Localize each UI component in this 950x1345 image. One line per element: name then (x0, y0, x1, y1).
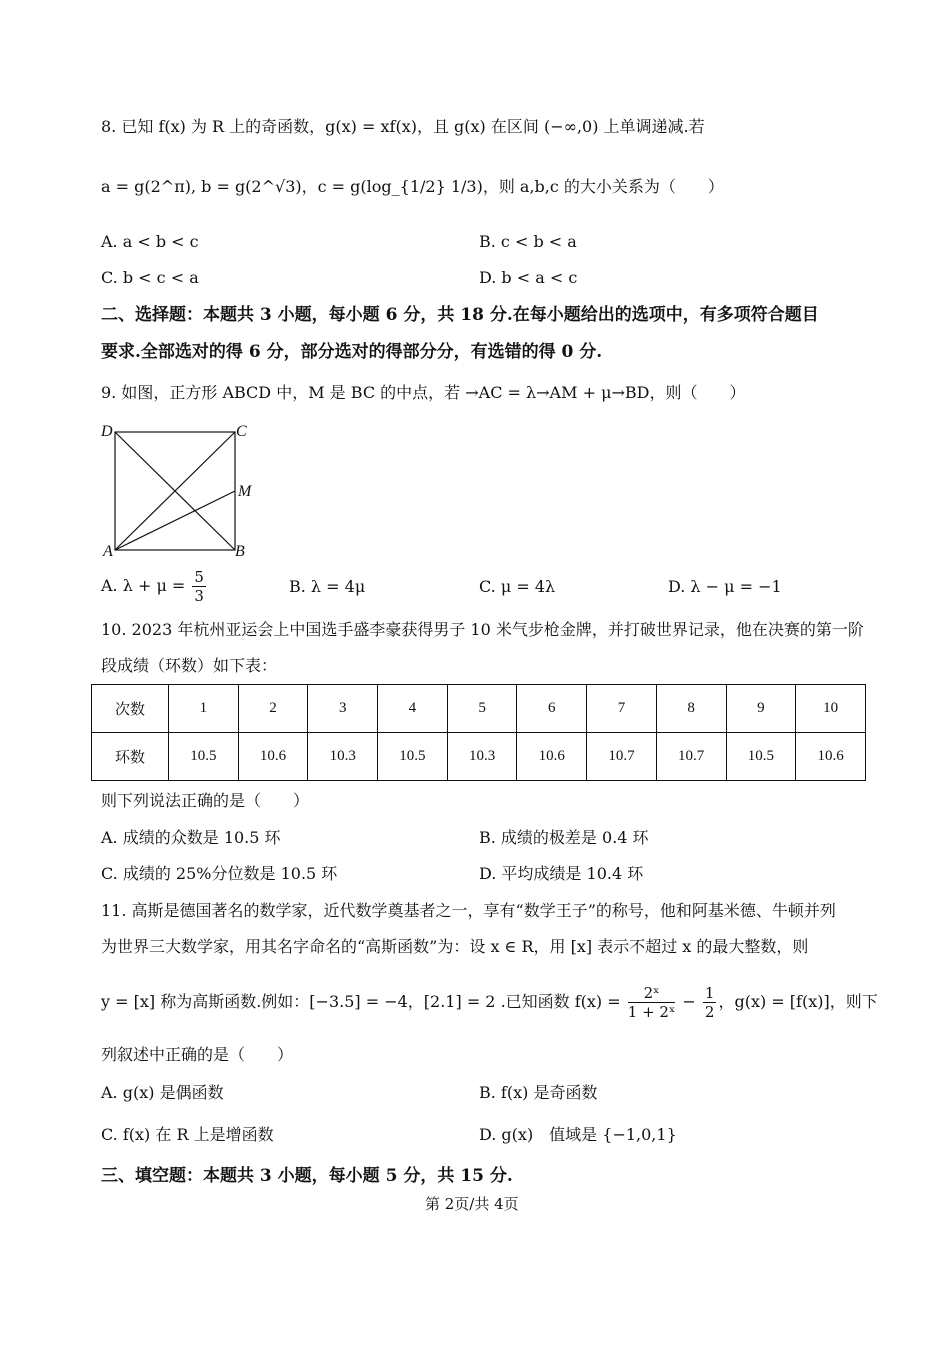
q8-stem-line2: a = g(2^π), b = g(2^√3)，c = g(log_{1/2} 1/3)，则 a,b,c 的大小关系为（ ） (101, 177, 724, 196)
table-cell: 6 (517, 685, 587, 733)
section3-heading: 三、填空题：本题共 3 小题，每小题 5 分，共 15 分. (101, 1166, 513, 1186)
q11-stem-line4: 列叙述中正确的是（ ） (101, 1045, 294, 1064)
q11-frac2-numerator: 1 (704, 984, 715, 1002)
table-cell: 10.7 (656, 733, 726, 781)
score-table (91, 684, 866, 781)
section2-heading-line2: 要求.全部选对的得 6 分，部分选对的得部分分，有选错的得 0 分. (101, 342, 603, 362)
table-cell: 10.6 (517, 733, 587, 781)
q11-line3-part-a: y = [x] 称为高斯函数.例如：[−3.5] = −4，[2.1] = 2 .已知函数 f(x) = (101, 992, 626, 1011)
q10-option-a: A. 成绩的众数是 10.5 环 (101, 828, 281, 847)
q10-option-c: C. 成绩的 25%分位数是 10.5 环 (101, 864, 338, 883)
q8-option-c: C. b < c < a (101, 268, 199, 287)
q8-option-a: A. a < b < c (101, 232, 199, 251)
q9-option-a-prefix: A. λ + μ = (101, 576, 191, 595)
q10-option-b: B. 成绩的极差是 0.4 环 (479, 828, 649, 847)
q11-line3-part-c: ，g(x) = [f(x)]，则下 (718, 992, 878, 1011)
q11-frac1-numerator: 2ˣ (628, 984, 676, 1003)
section2-heading-line1: 二、选择题：本题共 3 小题，每小题 6 分，共 18 分.在每小题给出的选项中，有多项符合题目 (101, 305, 819, 325)
table-cell: 3 (308, 685, 378, 733)
q11-option-a: A. g(x) 是偶函数 (101, 1083, 224, 1102)
q10-option-d: D. 平均成绩是 10.4 环 (479, 864, 644, 883)
q9-option-d: D. λ − μ = −1 (668, 577, 782, 596)
q11-stem-line1: 11. 高斯是德国著名的数学家，近代数学奠基者之一，享有“数学王子”的称号，他和阿基米德、牛顿并列 (101, 901, 836, 920)
q10-after-text: 则下列说法正确的是（ ） (101, 791, 310, 810)
q11-stem-line2: 为世界三大数学家，用其名字命名的“高斯函数”为：设 x ∈ R，用 [x] 表示不超过 x 的最大整数，则 (101, 937, 809, 956)
table-cell: 7 (587, 685, 657, 733)
q9-option-a-denominator: 3 (194, 587, 204, 605)
table-cell: 5 (447, 685, 517, 733)
q8-option-b: B. c < b < a (479, 232, 577, 251)
square-figure (98, 418, 258, 563)
q9-option-a (101, 566, 208, 606)
table-cell: 10 (796, 685, 866, 733)
table-row-label: 次数 (92, 685, 169, 733)
q8-stem-line1: 8. 已知 f(x) 为 R 上的奇函数，g(x) = xf(x)，且 g(x) 在区间 (−∞,0) 上单调递减.若 (101, 117, 705, 136)
q11-option-d: D. g(x) 值域是 {−1,0,1} (479, 1125, 677, 1144)
q11-line3-part-b: − (677, 992, 701, 1011)
table-cell: 10.6 (796, 733, 866, 781)
q11-frac2-denominator: 2 (704, 1003, 715, 1021)
table-cell: 10.7 (587, 733, 657, 781)
table-row (92, 733, 866, 781)
table-row-label: 环数 (92, 733, 169, 781)
q11-option-c: C. f(x) 在 R 上是增函数 (101, 1125, 274, 1144)
page-number-footer: 第 2页/共 4页 (425, 1195, 519, 1213)
table-cell: 10.3 (308, 733, 378, 781)
label-c: C (236, 423, 247, 440)
segment-am (115, 491, 235, 550)
table-cell: 1 (169, 685, 239, 733)
q10-stem-line2: 段成绩（环数）如下表： (101, 656, 278, 675)
q8-option-d: D. b < a < c (479, 268, 578, 287)
table-cell: 10.5 (169, 733, 239, 781)
table-cell: 4 (378, 685, 448, 733)
q9-option-c: C. μ = 4λ (479, 577, 556, 596)
q9-option-a-numerator: 5 (194, 568, 204, 586)
table-cell: 10.5 (378, 733, 448, 781)
q11-stem-line3 (101, 980, 878, 1024)
q11-option-b: B. f(x) 是奇函数 (479, 1083, 598, 1102)
label-a: A (103, 543, 113, 560)
table-cell: 9 (726, 685, 796, 733)
table-cell: 8 (656, 685, 726, 733)
q10-stem-line1: 10. 2023 年杭州亚运会上中国选手盛李豪获得男子 10 米气步枪金牌，并打破世界记录，他在决赛的第一阶 (101, 620, 864, 639)
q11-frac1-denominator: 1 + 2ˣ (627, 1003, 676, 1021)
table-cell: 10.6 (238, 733, 308, 781)
table-cell: 10.5 (726, 733, 796, 781)
table-row (92, 685, 866, 733)
q9-stem: 9. 如图，正方形 ABCD 中，M 是 BC 的中点，若 →AC = λ→AM + μ→BD，则（ ） (101, 383, 746, 402)
label-b: B (235, 543, 245, 560)
table-cell: 10.3 (447, 733, 517, 781)
q9-option-b: B. λ = 4μ (289, 577, 366, 596)
label-d: D (101, 423, 113, 440)
label-m: M (238, 483, 252, 500)
table-cell: 2 (238, 685, 308, 733)
